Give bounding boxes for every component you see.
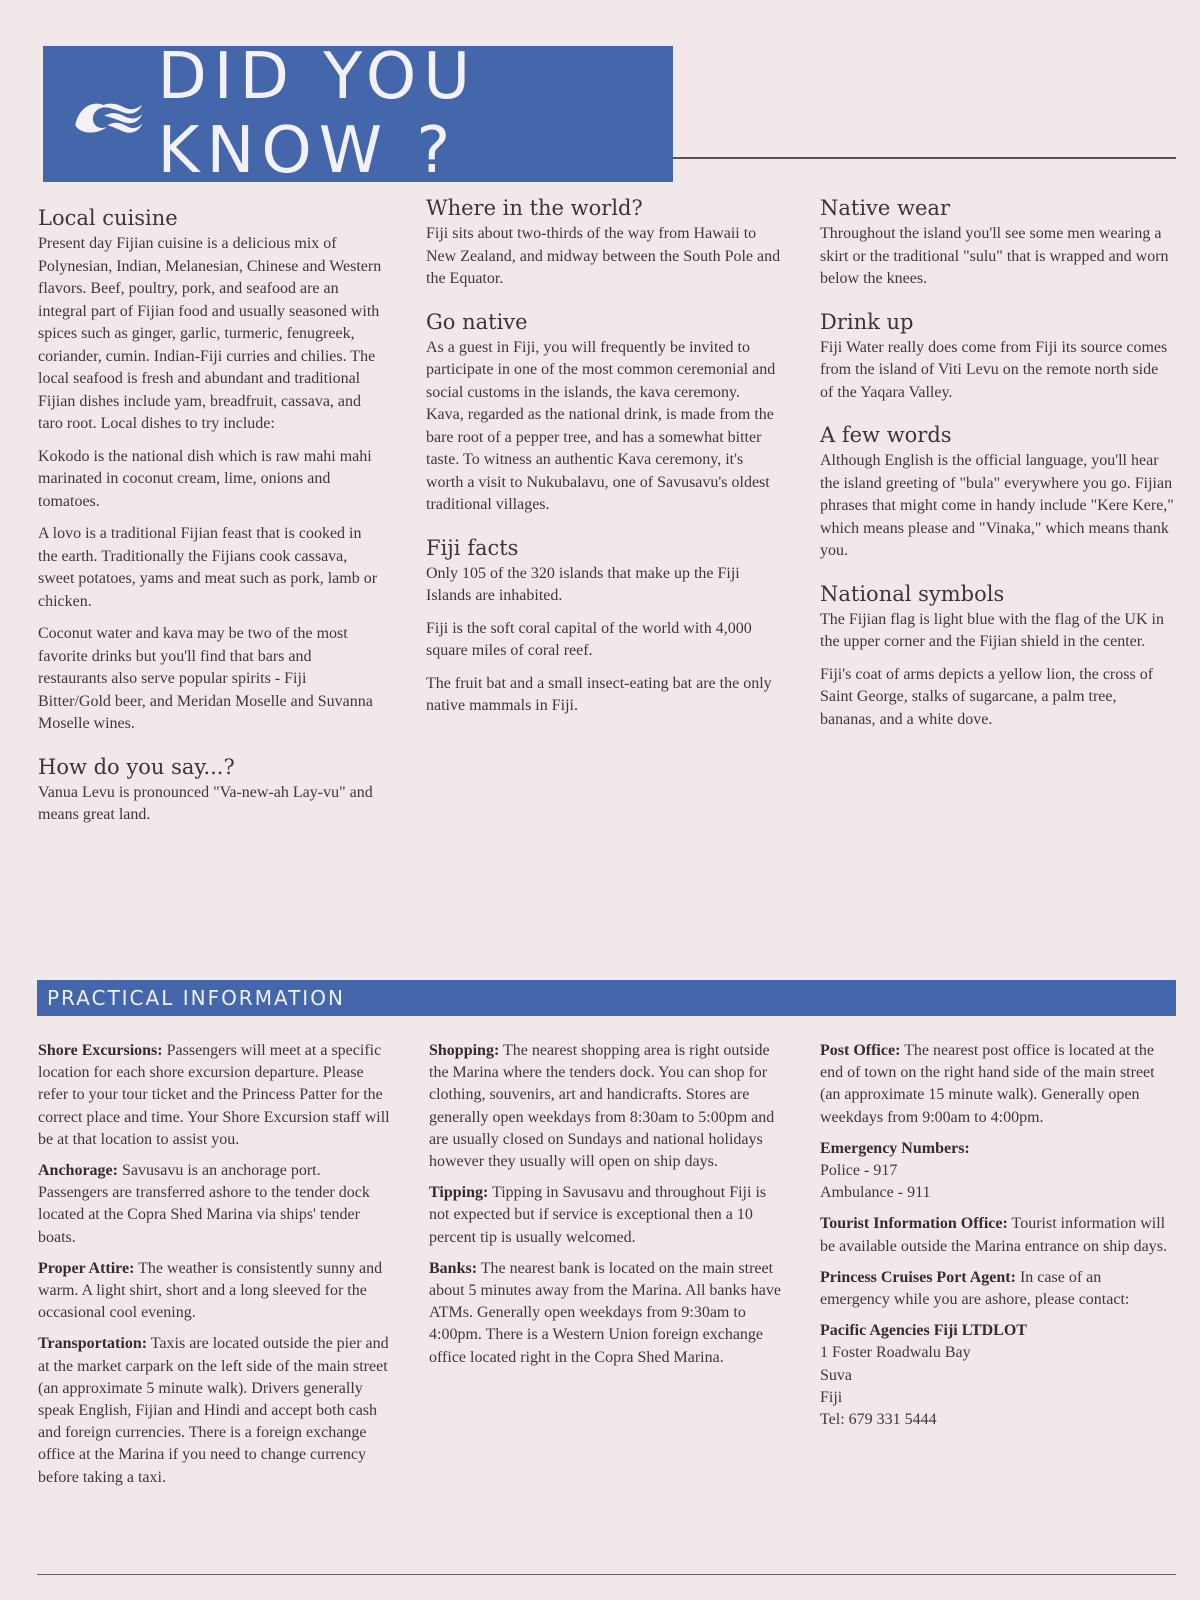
info-label: Tourist Information Office: [820, 1215, 1008, 1233]
info-text: Passengers will meet at a specific location for each shore excursion departure. Please refer to your tour ticket and the Princess Patter for the correct place and time. Your Shore Excursion staff will be at that location to assist you. [38, 1042, 390, 1148]
info-label: Post Office: [820, 1042, 901, 1059]
info-shopping [429, 1040, 784, 1173]
paragraph: Coconut water and kava may be two of the most favorite drinks but you'll find that bars and restaurants also serve popular spirits - Fiji Bitter/Gold beer, and Meridan Moselle and Suvanna Moselle wines. [38, 625, 373, 732]
info-tourist-office [820, 1213, 1175, 1257]
section-a-few-words [820, 422, 1175, 563]
practical-information-header: PRACTICAL INFORMATION [37, 980, 1176, 1016]
page-title: DID YOU KNOW ? [157, 40, 478, 188]
address-line: Suva [820, 1366, 852, 1384]
info-post-office [820, 1040, 1175, 1129]
info-label: Emergency Numbers: [820, 1139, 970, 1157]
paragraph: Vanua Levu is pronounced "Va-new-ah Lay-vu" and means great land. [38, 783, 373, 823]
info-text: Tourist information will be available outside the Marina entrance on ship days. [820, 1215, 1167, 1255]
info-transportation [38, 1333, 393, 1488]
info-text: The nearest post office is located at the end of town on the right hand side of the main street (an approximate 15 minute walk). Generally open weekdays from 9:00am to 4:00pm. [820, 1042, 1155, 1126]
info-text: Taxis are located outside the pier and at the market carpark on the left side of the main street (an approximate 5 minute walk). Drivers generally speak English, Fijian and Hindi and accept both cash and foreign currencies. There is a foreign exchange office at the Marina if you need to change currency before taking a taxi. [38, 1335, 389, 1486]
info-text: Savusavu is an anchorage port. Passengers are transferred ashore to the tender dock located at the Copra Shed Marina via ships' tender boats. [38, 1162, 370, 1246]
info-text: Tipping in Savusavu and throughout Fiji is not expected but if service is exceptional then a 10 percent tip is usually welcomed. [429, 1184, 767, 1246]
wave-logo-icon [69, 84, 146, 144]
section-local-cuisine [38, 205, 383, 736]
paragraph: A lovo is a traditional Fijian feast that is cooked in the earth. Traditionally the Fijians cook cassava, sweet potatoes, yams and meat such as pork, lamb or chicken. [38, 525, 378, 610]
paragraph: Present day Fijian cuisine is a delicious mix of Polynesian, Indian, Melanesian, Chinese and Western flavors. Beef, poultry, pork, and seafood are an integral part of Fijian food and usually seasoned with spices such as ginger, garlic, turmeric, fenugreek, coriander, cumin. Indian-Fiji curries and chilies. The local seafood is fresh and abundant and traditional Fijian dishes include yam, breadfruit, cassava, and taro root. Local dishes to try include: [38, 235, 382, 432]
did-you-know-banner [43, 40, 673, 188]
section-heading: Go native [426, 309, 528, 334]
info-label: Shopping: [429, 1042, 500, 1059]
info-label: Transportation: [38, 1335, 148, 1353]
did-you-know-column-3 [820, 195, 1175, 749]
did-you-know-column-2 [426, 195, 781, 736]
info-label: Tipping: [429, 1184, 489, 1202]
section-where-in-the-world [426, 195, 781, 291]
section-heading: A few words [820, 423, 952, 447]
agent-address [820, 1320, 1175, 1431]
info-text: The nearest shopping area is right outside the Marina where the tenders dock. You can shop for clothing, souvenirs, art and handicrafts. Stores are generally open weekdays from 8:30am to 5:00pm and are usually closed on Sundays and national holidays however they usually will open on ship days. [429, 1042, 775, 1171]
paragraph: Fiji's coat of arms depicts a yellow lion, the cross of Saint George, stalks of sugarcane, a palm tree, bananas, and a white dove. [820, 665, 1154, 728]
paragraph: The fruit bat and a small insect-eating bat are the only native mammals in Fiji. [426, 674, 772, 714]
section-heading: Drink up [820, 309, 914, 334]
practical-column-1 [38, 1040, 393, 1498]
info-label: Proper Attire: [38, 1259, 135, 1277]
info-text: In case of an emergency while you are ashore, please contact: [820, 1268, 1130, 1309]
did-you-know-column-1 [38, 205, 383, 845]
address-line: Fiji [820, 1388, 843, 1406]
info-text: The weather is consistently sunny and warm. A light shirt, short and a long sleeved for the occasional cool evening. [38, 1259, 383, 1322]
info-text: The nearest bank is located on the main street about 5 minutes away from the Marina. All banks have ATMs. Generally open weekdays from 9:30am to 4:00pm. There is a Western Union foreign exchange office located right in the Copra Shed Marina. [429, 1259, 781, 1366]
paragraph: Although English is the official language, you'll hear the island greeting of "bula" everywhere you go. Fijian phrases that might come in handy include "Kere Kere," which means please and "Vinaka," which means thank you. [820, 452, 1174, 559]
info-proper-attire [38, 1258, 393, 1325]
info-anchorage [38, 1160, 393, 1249]
info-banks [429, 1258, 784, 1369]
emergency-police: Police - 917 [820, 1162, 898, 1180]
info-tipping [429, 1182, 784, 1249]
paragraph: Kokodo is the national dish which is raw mahi mahi marinated in coconut cream, lime, onions and tomatoes. [38, 447, 372, 510]
emergency-ambulance: Ambulance - 911 [820, 1184, 931, 1202]
agent-phone: Tel: 679 331 5444 [820, 1411, 937, 1429]
section-heading: National symbols [820, 581, 1005, 606]
practical-column-2 [429, 1040, 784, 1378]
section-go-native [426, 309, 781, 517]
practical-column-3 [820, 1040, 1175, 1440]
info-label: Anchorage: [38, 1162, 118, 1180]
section-heading: Where in the world? [426, 196, 643, 220]
paragraph: The Fijian flag is light blue with the flag of the UK in the upper corner and the Fijian shield in the center. [820, 610, 1164, 650]
info-port-agent [820, 1267, 1175, 1311]
section-heading: Fiji facts [426, 535, 519, 560]
paragraph: Throughout the island you'll see some men wearing a skirt or the traditional "sulu" that is wrapped and worn below the knees. [820, 225, 1169, 287]
section-heading: Local cuisine [38, 206, 178, 230]
section-native-wear [820, 195, 1175, 291]
paragraph: Fiji is the soft coral capital of the world with 4,000 square miles of coral reef. [426, 619, 752, 659]
header-divider [673, 157, 1176, 159]
agent-name: Pacific Agencies Fiji LTDLOT [820, 1322, 1027, 1340]
info-label: Shore Excursions: [38, 1042, 163, 1059]
paragraph: Only 105 of the 320 islands that make up the Fiji Islands are inhabited. [426, 564, 740, 604]
address-line: 1 Foster Roadwalu Bay [820, 1344, 971, 1362]
info-label: Banks: [429, 1259, 478, 1277]
paragraph: Fiji Water really does come from Fiji its source comes from the island of Viti Levu on the remote north side of the Yaqara Valley. [820, 338, 1168, 401]
info-label: Princess Cruises Port Agent: [820, 1268, 1016, 1286]
section-heading: Native wear [820, 196, 950, 220]
bottom-divider [37, 1574, 1176, 1575]
section-national-symbols [820, 581, 1175, 732]
section-heading: How do you say...? [38, 754, 235, 779]
info-shore-excursions [38, 1040, 393, 1151]
section-how-do-you-say [38, 754, 383, 827]
section-drink-up [820, 309, 1175, 405]
paragraph: As a guest in Fiji, you will frequently be invited to participate in one of the most common ceremonial and social customs in the islands, the kava ceremony. Kava, regarded as the national drink, is made from the bare root of a pepper tree, and has a somewhat bitter taste. To witness an authentic Kava ceremony, it's worth a visit to Nukubalavu, one of Savusavu's oldest traditional villages. [426, 338, 776, 513]
section-fiji-facts [426, 535, 781, 718]
paragraph: Fiji sits about two-thirds of the way from Hawaii to New Zealand, and midway between the South Pole and the Equator. [426, 225, 781, 287]
info-emergency-numbers [820, 1138, 1175, 1205]
